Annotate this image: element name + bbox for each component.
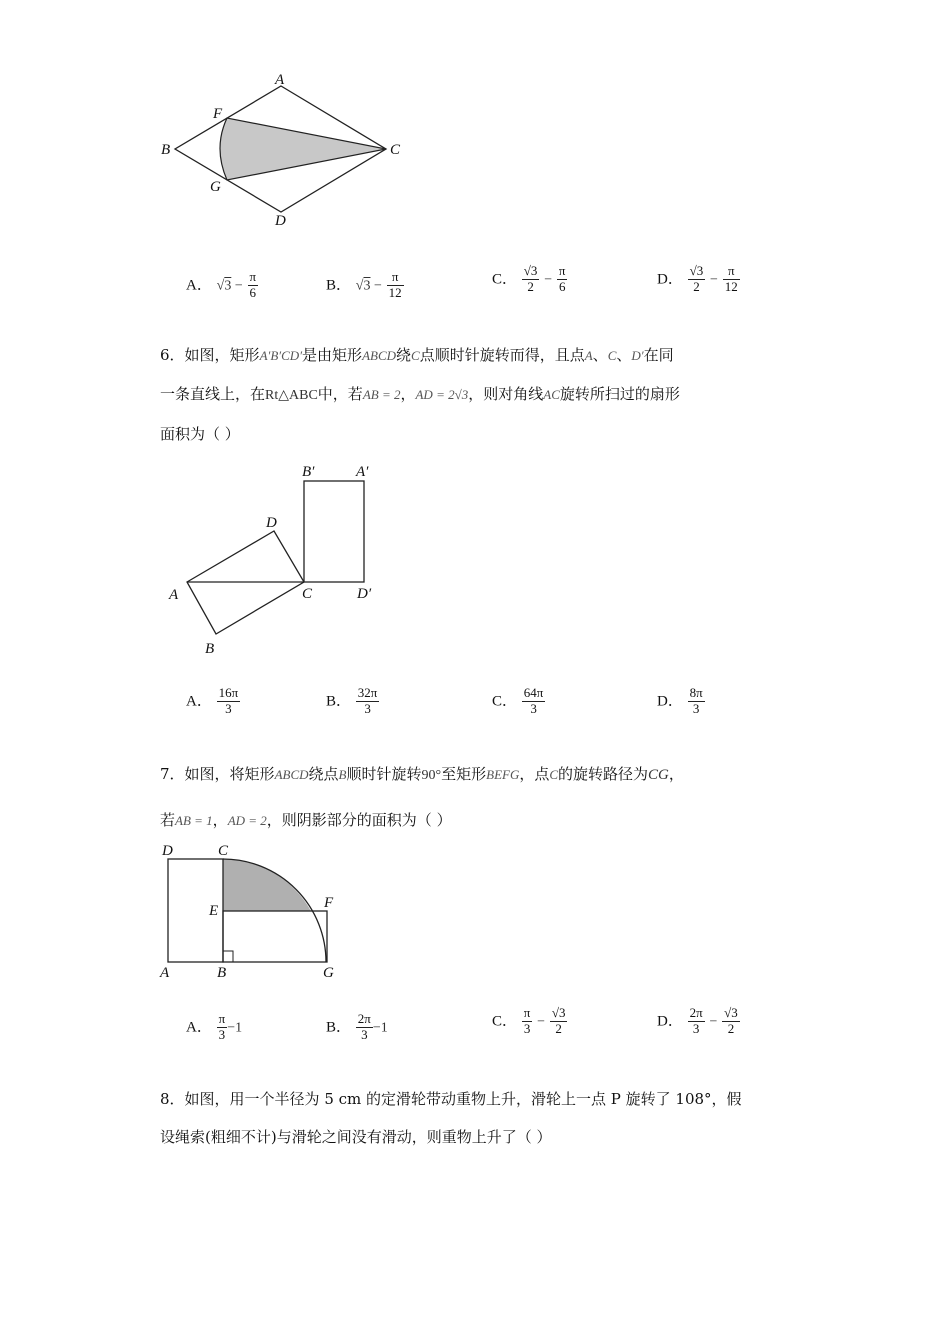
q6-line-1: 6．如图，矩形A′B′CD′是由矩形ABCD绕C点顺时针旋转而得，且点A、C、D′在同	[160, 346, 674, 364]
rect-befg	[223, 911, 327, 962]
q6-line-3: 面积为（ ）	[160, 425, 240, 443]
label-B: B	[161, 142, 171, 158]
q7-text	[160, 750, 800, 845]
q5-option-c[interactable]: C． $\frac{√3}{2}$ − $\frac{\pi}{6}$	[492, 263, 566, 294]
label-E: E	[209, 903, 219, 919]
q5-option-b[interactable]: B． √3 − $\frac{\pi}{12}$	[326, 269, 402, 300]
q6-option-a[interactable]: A． $\frac{16\pi}{3}$	[186, 685, 239, 716]
q6-option-d[interactable]: D． $\frac{8\pi}{3}$	[657, 685, 703, 716]
q7-line-1: 7．如图，将矩形ABCD绕点B顺时针旋转90°至矩形BEFG，点C的旋转路径为CG，	[160, 765, 684, 783]
label-A: A	[169, 587, 179, 603]
q6-line-2: 一条直线上，在Rt△ABC中，若AB = 2，AD = 2√3，则对角线AC旋转所扫过的扇形	[160, 385, 680, 403]
label-D-prime: D′	[357, 586, 372, 602]
rect-a2b2cd2	[304, 481, 364, 582]
q6-option-c[interactable]: C． $\frac{64\pi}{3}$	[492, 685, 544, 716]
right-angle-mark	[223, 951, 233, 962]
shaded-region	[223, 859, 311, 911]
q7-option-b[interactable]: B． $\frac{2\pi}{3}$ −1	[326, 1011, 388, 1042]
label-D: D	[266, 515, 277, 531]
q6-option-b[interactable]: B． $\frac{32\pi}{3}$	[326, 685, 378, 716]
label-A: A	[275, 72, 285, 88]
label-C: C	[218, 843, 229, 859]
shaded-sector	[220, 118, 386, 180]
label-C: C	[302, 586, 313, 602]
figure-rotated-rectangle	[160, 455, 400, 660]
label-A: A	[160, 965, 170, 981]
label-G: G	[323, 965, 334, 981]
label-D: D	[162, 843, 173, 859]
figure-rhombus-sector	[150, 65, 420, 235]
q5-option-d[interactable]: D． $\frac{√3}{2}$ − $\frac{\pi}{12}$	[657, 263, 738, 294]
label-A-prime: A′	[356, 464, 369, 480]
q6-text	[160, 336, 800, 453]
q7-option-c[interactable]: C． $\frac{\pi}{3}$ − $\frac{√3}{2}$	[492, 1005, 566, 1036]
q7-option-a[interactable]: A． $\frac{\pi}{3}$ −1	[186, 1011, 243, 1042]
q8-line-2: 设绳索(粗细不计)与滑轮之间没有滑动，则重物上升了（ ）	[160, 1128, 552, 1146]
label-C: C	[390, 142, 401, 158]
q8-line-1: 8．如图，用一个半径为 5 cm 的定滑轮带动重物上升，滑轮上一点 P 旋转了 108°，假	[160, 1090, 742, 1108]
q8-text	[160, 1080, 800, 1156]
label-D: D	[275, 213, 286, 229]
label-B: B	[217, 965, 227, 981]
q7-option-d[interactable]: D． $\frac{2\pi}{3}$ − $\frac{√3}{2}$	[657, 1005, 738, 1036]
q5-option-a[interactable]: A． √3 − $\frac{\pi}{6}$	[186, 269, 257, 300]
q7-line-2: 若AB = 1，AD = 2，则阴影部分的面积为（ ）	[160, 811, 452, 829]
label-B-prime: B′	[302, 464, 315, 480]
label-G: G	[210, 179, 221, 195]
label-F: F	[213, 106, 223, 122]
label-B: B	[205, 641, 215, 657]
label-F: F	[324, 895, 334, 911]
figure-rectangle-rotation	[155, 838, 350, 983]
